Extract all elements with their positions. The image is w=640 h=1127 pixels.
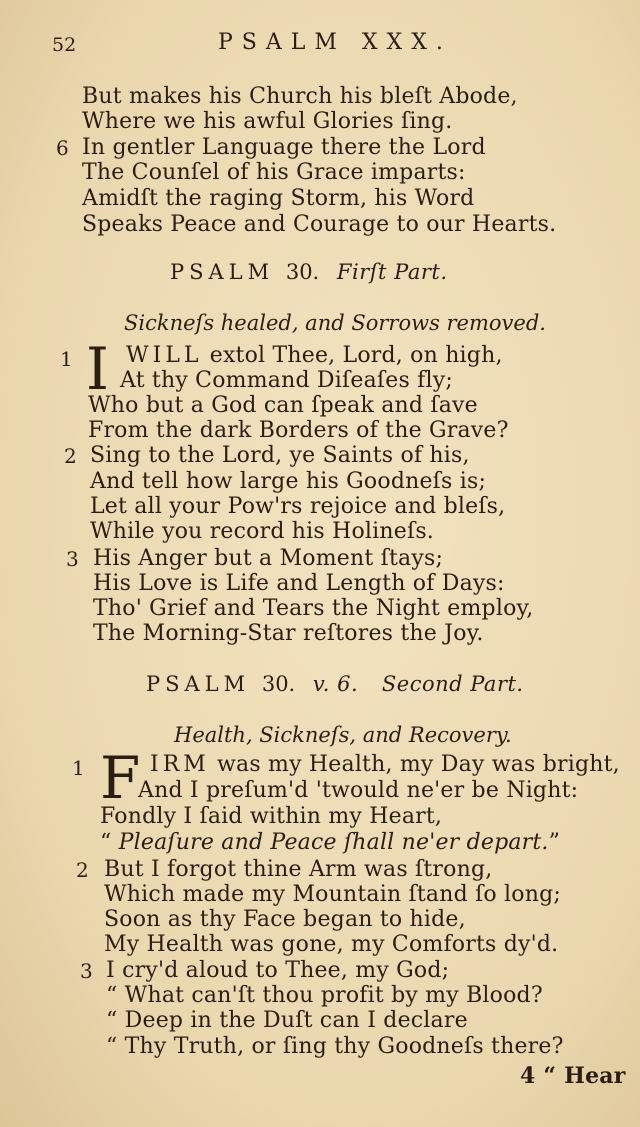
verse-line: Let all your Pow'rs rejoice and bleſs, [90,494,506,519]
verse-line-rest: was my Health, my Day was bright, [216,752,620,777]
psalm-subtitle: Health, Sickneſs, and Recovery. [174,723,512,747]
verse-line: The Morning-Star reſtores the Joy. [93,621,484,646]
verse-number: 1 [72,756,85,780]
psalm-heading [170,260,448,284]
verse-line: Who but a God can ſpeak and ſave [88,393,478,418]
verse-line: In gentler Language there the Lord [82,135,486,160]
verse-line-rest: extol Thee, Lord, on high, [209,343,503,368]
drop-cap: F [100,744,141,812]
verse-line: From the dark Borders of the Grave? [88,418,509,443]
verse-line: Fondly I ſaid within my Heart, [100,804,443,829]
verse-line: Sing to the Lord, ye Saints of his, [90,443,470,468]
verse-number: 3 [80,959,93,983]
verse-caps: WILL [126,343,203,368]
verse-number: 3 [66,547,79,571]
heading-psalm: PSALM [146,672,251,696]
verse-line: Which made my Mountain ſtand ſo long; [104,882,561,907]
verse-caps: IRM [150,752,210,777]
verse-line: And I preſum'd 'twould ne'er be Night: [138,778,579,803]
verse-number: 1 [60,347,73,371]
verse-number: 2 [64,444,77,468]
verse-line: But I forgot thine Arm was ſtrong, [104,857,493,882]
heading-part: Firſt Part. [336,260,448,284]
verse-line: And tell how large his Goodneſs is; [90,469,487,494]
verse-line: Speaks Peace and Courage to our Hearts. [82,212,557,237]
verse-line: Amidſt the raging Storm, his Word [82,186,475,211]
quote-mark: ” [548,830,561,855]
heading-verse: v. 6. [312,672,359,696]
verse-line: Where we his awful Glories ſing. [82,109,453,134]
heading-part: Second Part. [381,672,524,696]
heading-number: 30. [261,672,296,696]
verse-line: At thy Command Diſeaſes fly; [120,368,453,393]
verse-line: “ What can'ſt thou profit by my Blood? [106,983,543,1008]
verse-line [150,752,620,778]
verse-line: Tho' Grief and Tears the Night employ, [93,596,534,621]
verse-number: 2 [76,858,89,882]
verse-line: I cry'd aloud to Thee, my God; [106,958,450,983]
drop-cap: I [86,335,109,403]
verse-line: “ Deep in the Duſt can I declare [106,1008,468,1033]
verse-line: While you record his Holineſs. [90,519,435,544]
verse-line [126,343,503,369]
quote-mark: “ [100,830,112,855]
catchword: 4 “ Hear [520,1063,626,1089]
quoted-text: Pleaſure and Peace ſhall ne'er depart. [118,830,549,855]
heading-psalm: PSALM [170,260,275,284]
psalm-subtitle: Sickneſs healed, and Sorrows removed. [124,311,546,335]
verse-number: 6 [56,136,69,160]
verse-line: “ Thy Truth, or ſing thy Goodneſs there? [106,1034,564,1059]
psalm-heading [146,672,524,696]
page-number: 52 [52,34,77,56]
verse-line: His Love is Life and Length of Days: [93,571,505,596]
verse-line [100,830,560,856]
verse-line: The Counſel of his Grace imparts: [82,160,466,185]
verse-line: But makes his Church his bleſt Abode, [82,84,518,109]
heading-number: 30. [285,260,320,284]
verse-line: Soon as thy Face began to hide, [104,907,466,932]
running-title: PSALM XXX. [218,30,452,55]
verse-line: My Health was gone, my Comforts dy'd. [104,932,559,957]
verse-line: His Anger but a Moment ſtays; [93,546,444,571]
